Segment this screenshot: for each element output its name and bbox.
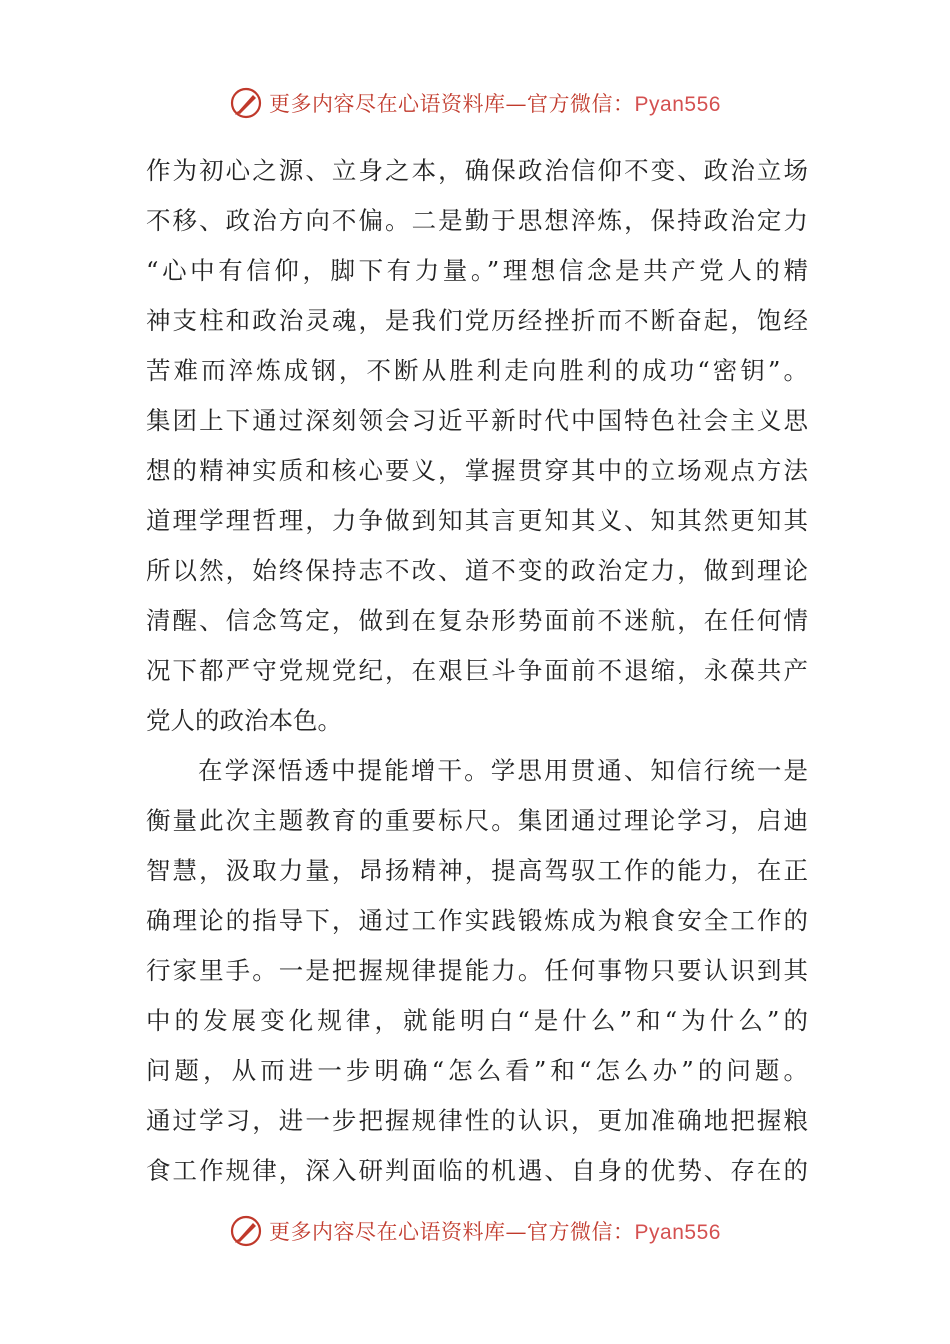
text-line: 行家里手。一是把握规律提能力。任何事物只要认识到其 xyxy=(146,956,808,985)
text-line: 神支柱和政治灵魂，是我们党历经挫折而不断奋起，饱经 xyxy=(146,306,808,335)
paragraph-1 xyxy=(146,146,808,746)
text-line: 在学深悟透中提能增干。学思用贯通、知信行统一是 xyxy=(198,756,808,785)
text-line: 道理学理哲理，力争做到知其言更知其义、知其然更知其 xyxy=(146,506,808,535)
paragraph-2 xyxy=(146,746,808,1196)
text-line: 苦难而淬炼成钢，不断从胜利走向胜利的成功“密钥”。 xyxy=(146,356,808,385)
text-line: 所以然，始终保持志不改、道不变的政治定力，做到理论 xyxy=(146,556,808,585)
text-line: 衡量此次主题教育的重要标尺。集团通过理论学习，启迪 xyxy=(146,806,808,835)
banner-text xyxy=(269,1216,721,1246)
text-line: “心中有信仰，脚下有力量。”理想信念是共产党人的精 xyxy=(146,256,808,285)
text-line: 智慧，汲取力量，昂扬精神，提高驾驭工作的能力，在正 xyxy=(146,856,808,885)
text-line: 不移、政治方向不偏。二是勤于思想淬炼，保持政治定力 xyxy=(146,206,808,235)
banner-wechat-id: Pyan556 xyxy=(634,93,721,116)
banner-text xyxy=(269,88,721,118)
banner-label: 更多内容尽在心语资料库—官方微信： xyxy=(269,1220,635,1244)
text-line: 通过学习，进一步把握规律性的认识，更加准确地把握粮 xyxy=(146,1106,808,1135)
text-line: 作为初心之源、立身之本，确保政治信仰不变、政治立场 xyxy=(146,156,808,185)
quill-pen-icon xyxy=(229,1214,263,1248)
banner-label: 更多内容尽在心语资料库—官方微信： xyxy=(269,92,635,116)
text-line: 清醒、信念笃定，做到在复杂形势面前不迷航，在任何情 xyxy=(146,606,808,635)
text-line: 况下都严守党规党纪，在艰巨斗争面前不退缩，永葆共产 xyxy=(146,656,808,685)
text-line: 集团上下通过深刻领会习近平新时代中国特色社会主义思 xyxy=(146,406,808,435)
text-line: 党人的政治本色。 xyxy=(146,706,342,735)
quill-pen-icon xyxy=(229,86,263,120)
text-line: 食工作规律，深入研判面临的机遇、自身的优势、存在的 xyxy=(146,1156,808,1185)
text-line: 中的发展变化规律，就能明白“是什么”和“为什么”的 xyxy=(146,1006,808,1035)
text-line: 问题，从而进一步明确“怎么看”和“怎么办”的问题。 xyxy=(146,1056,808,1085)
text-line: 想的精神实质和核心要义，掌握贯穿其中的立场观点方法 xyxy=(146,456,808,485)
document-body xyxy=(146,146,808,1196)
banner-wechat-id: Pyan556 xyxy=(634,1221,721,1244)
text-line: 确理论的指导下，通过工作实践锻炼成为粮食安全工作的 xyxy=(146,906,808,935)
header-banner xyxy=(0,83,950,123)
footer-banner xyxy=(0,1211,950,1251)
